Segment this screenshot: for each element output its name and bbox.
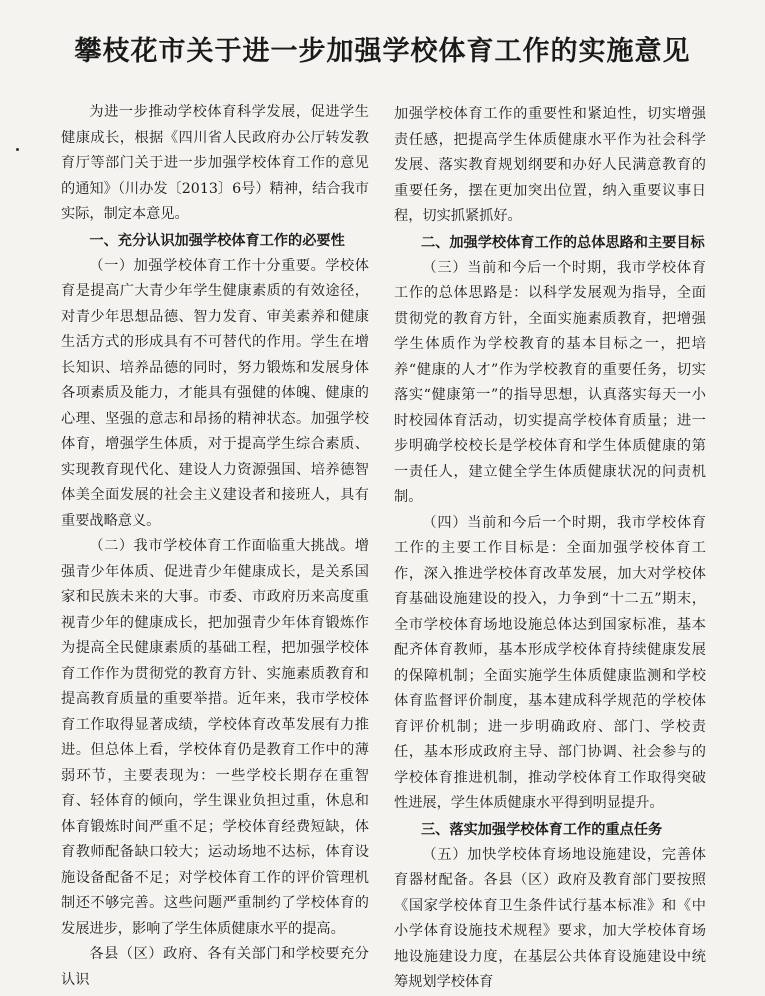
- section-1-heading: 一、充分认识加强学校体育工作的必要性: [89, 232, 345, 249]
- section-3-heading: 三、落实加强学校体育工作的重点任务: [420, 821, 663, 838]
- paragraph-5: （五）加快学校体育场地设施建设，完善体育器材配备。各县（区）政府及教育部门要按照《国家学校体育卫生条件试行基本标准》和《中小学体育设施技术规程》要求，加大学校体育场地设施建设力度，在基层公共体育设施建设中统筹规划学校体育: [394, 846, 706, 990]
- intro-paragraph: 为进一步推动学校体育科学发展，促进学生健康成长，根据《四川省人民政府办公厅转发教育厅等部门关于进一步加强学校体育工作的意见的通知》（川办发〔2013〕6号）精神，结合我市实际，制定本意见。: [61, 104, 369, 222]
- document-title: 攀枝花市关于进一步加强学校体育工作的实施意见: [74, 36, 691, 67]
- left-column: [61, 100, 369, 993]
- paragraph-1: （一）加强学校体育工作十分重要。学校体育是提高广大青少年学生健康素质的有效途径，对青少年思想品德、智力发育、审美素养和健康生活方式的形成具有不可替代的作用。学生在增长知识、培养品德的同时，努力锻炼和发展身体各项素质及能力，才能具有强健的体魄、健康的心理、坚强的意志和昂扬的精神状态。加强学校体育，增强学生体质，对于提高学生综合素质、实现教育现代化、建设人力资源强国、培养德智体美全面发展的社会主义建设者和接班人，具有重要战略意义。: [61, 257, 369, 529]
- paragraph-continued: 加强学校体育工作的重要性和紧迫性，切实增强责任感，把提高学生体质健康水平作为社会科学发展、落实教育规划纲要和办好人民满意教育的重要任务，摆在更加突出位置，纳入重要议事日程，切实抓紧抓好。: [394, 106, 706, 224]
- paragraph-3: （三）当前和今后一个时期，我市学校体育工作的总体思路是：以科学发展观为指导，全面贯彻党的教育方针，全面实施素质教育，把增强学生体质作为学校教育的基本目标之一，把培养“健康的人才”作为学校教育的重要任务，切实落实“健康第一”的指导思想，认真落实每天一小时校园体育活动，切实提高学校体育质量；进一步明确学校校长是学校体育和学生体质健康的第一责任人，建立健全学生体质健康状况的问责机制。: [394, 259, 706, 505]
- section-2-heading: 二、加强学校体育工作的总体思路和主要目标: [420, 234, 705, 251]
- paragraph-3-start: 各县（区）政府、各有关部门和学校要充分认识: [61, 946, 369, 988]
- scan-speck: [16, 148, 19, 151]
- right-column: [394, 102, 706, 996]
- paragraph-4: （四）当前和今后一个时期，我市学校体育工作的主要工作目标是：全面加强学校体育工作，深入推进学校体育改革发展，加大对学校体育基础设施建设的投入，力争到“十二五”期末，全市学校体育场地设施总体达到国家标准，基本配齐体育教师，基本形成学校体育持续健康发展的保障机制；全面实施学生体质健康监测和学校体育监督评价制度，基本建成科学规范的学校体育评价机制；进一步明确政府、部门、学校责任，基本形成政府主导、部门协调、社会参与的学校体育推进机制，推动学校体育工作取得突破性进展，学生体质健康水平得到明显提升。: [394, 514, 706, 811]
- paragraph-2: （二）我市学校体育工作面临重大挑战。增强青少年体质、促进青少年健康成长，是关系国家和民族未来的大事。市委、市政府历来高度重视青少年的健康成长，把加强青少年体育锻炼作为提高全民健康素质的基础工程，把加强学校体育工作作为贯彻党的教育方针、实施素质教育和提高教育质量的重要举措。近年来，我市学校体育工作取得显著成绩，学校体育改革发展有力推进。但总体上看，学校体育仍是教育工作中的薄弱环节，主要表现为：一些学校长期存在重智育、轻体育的倾向，学生课业负担过重，休息和体育锻炼时间严重不足；学校体育经费短缺，体育教师配备缺口较大；运动场地不达标，体育设施设备配备不足；对学校体育工作的评价管理机制还不够完善。这些问题严重制约了学校体育的发展进步，影响了学生体质健康水平的提高。: [61, 538, 369, 937]
